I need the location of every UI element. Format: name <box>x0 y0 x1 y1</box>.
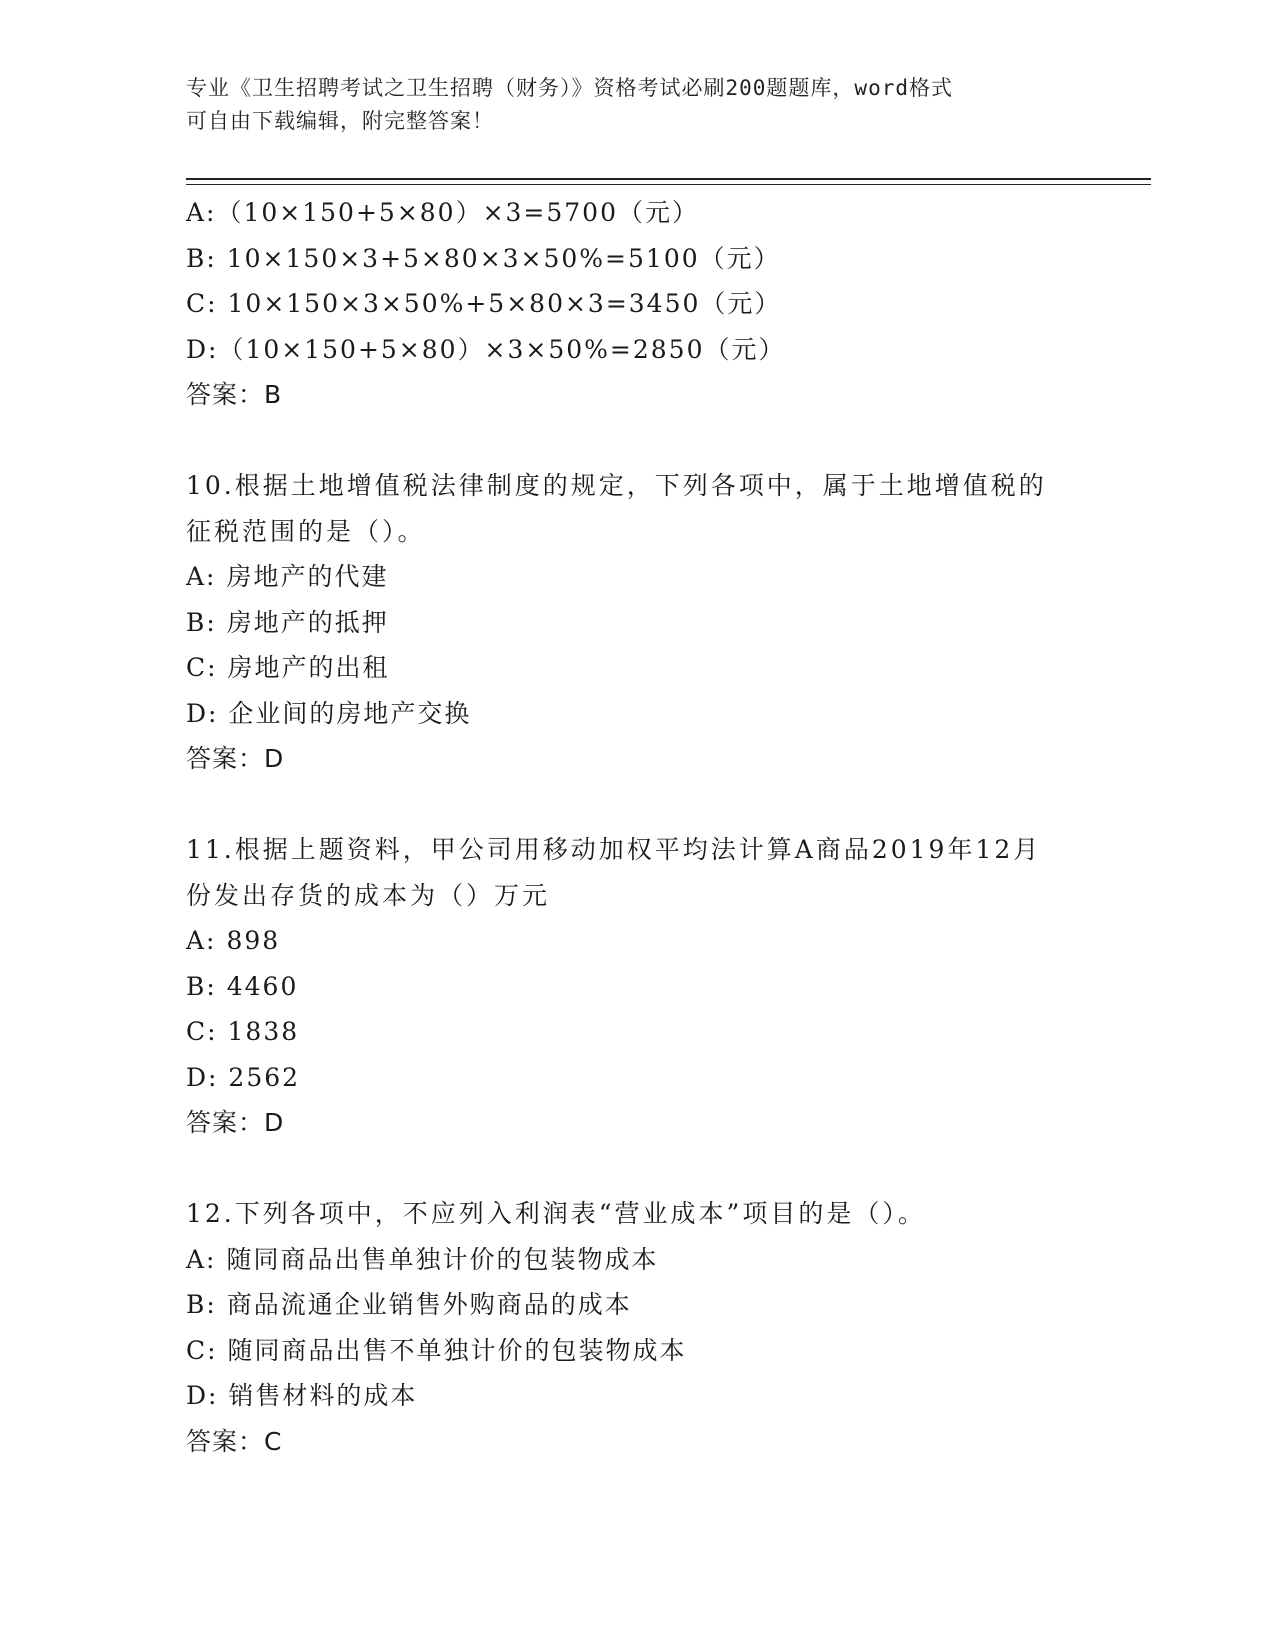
spacer <box>186 1146 1106 1192</box>
header-divider-thin <box>186 184 1151 185</box>
option-text: （10×150+5×80）×3=5700（元） <box>216 198 699 227</box>
header-line-2: 可自由下载编辑，附完整答案！ <box>186 109 494 133</box>
question-9 <box>186 190 1106 418</box>
header-line-1: 专业《卫生招聘考试之卫生招聘（财务）》资格考试必刷200题题库，word格式 <box>186 76 953 100</box>
option-label: B: <box>186 607 217 637</box>
option-a <box>186 190 1106 236</box>
option-text: 2562 <box>228 1062 301 1092</box>
question-12 <box>186 1191 1106 1464</box>
option-text: 随同商品出售单独计价的包装物成本 <box>226 1244 659 1274</box>
stem-line-2: 份发出存货的成本为（）万元 <box>186 880 551 910</box>
stem-line-1: 10.根据土地增值税法律制度的规定，下列各项中，属于土地增值税的 <box>186 471 1047 500</box>
option-c <box>186 645 1106 691</box>
option-label: A: <box>186 1244 217 1274</box>
option-b <box>186 236 1106 282</box>
option-label: D: <box>186 1381 219 1410</box>
option-text: 1838 <box>227 1017 300 1046</box>
answer-line: 答案：D <box>186 1108 285 1137</box>
option-b <box>186 1282 1106 1328</box>
option-label: B: <box>186 243 217 273</box>
option-text: 房地产的代建 <box>226 562 389 591</box>
option-label: D: <box>186 334 219 364</box>
option-text: 898 <box>226 926 281 955</box>
option-text: 随同商品出售不单独计价的包装物成本 <box>227 1335 687 1365</box>
option-label: A: <box>186 926 217 955</box>
option-a <box>186 1237 1106 1283</box>
option-b <box>186 600 1106 646</box>
option-c <box>186 281 1106 327</box>
option-text: 销售材料的成本 <box>228 1381 418 1410</box>
option-text: 房地产的抵押 <box>226 607 389 637</box>
option-label: B: <box>186 1290 217 1319</box>
option-c <box>186 1328 1106 1374</box>
option-b <box>186 964 1106 1010</box>
question-11 <box>186 827 1106 1146</box>
option-text: 4460 <box>226 971 299 1001</box>
option-text: 房地产的出租 <box>227 653 390 682</box>
option-label: D: <box>186 1062 219 1092</box>
answer-line: 答案：C <box>186 1426 283 1456</box>
question-stem <box>186 827 1106 918</box>
option-d <box>186 1055 1106 1101</box>
option-a <box>186 918 1106 964</box>
option-d <box>186 327 1106 373</box>
answer-line: 答案：B <box>186 380 283 409</box>
spacer <box>186 782 1106 828</box>
option-label: A: <box>186 198 217 227</box>
option-label: A: <box>186 562 217 591</box>
option-text: 企业间的房地产交换 <box>228 698 472 728</box>
question-list <box>186 190 1106 1464</box>
option-label: C: <box>186 289 218 318</box>
header-divider-thick <box>186 178 1151 180</box>
option-label: C: <box>186 1017 218 1046</box>
option-label: C: <box>186 1335 218 1365</box>
document-header <box>186 72 1066 138</box>
option-a <box>186 554 1106 600</box>
option-text: 10×150×3×50%+5×80×3=3450（元） <box>227 289 782 318</box>
option-d <box>186 1373 1106 1419</box>
stem-line-1: 12.下列各项中，不应列入利润表“营业成本”项目的是（）。 <box>186 1199 926 1228</box>
option-text: 商品流通企业销售外购商品的成本 <box>226 1290 632 1319</box>
answer-line: 答案：D <box>186 744 285 773</box>
stem-line-2: 征税范围的是（）。 <box>186 516 426 546</box>
question-stem <box>186 463 1106 554</box>
question-10 <box>186 463 1106 782</box>
option-text: （10×150+5×80）×3×50%=2850（元） <box>218 334 786 364</box>
option-label: D: <box>186 698 219 728</box>
question-stem <box>186 1191 1106 1237</box>
option-d <box>186 691 1106 737</box>
option-label: C: <box>186 653 218 682</box>
stem-line-1: 11.根据上题资料，甲公司用移动加权平均法计算A商品2019年12月 <box>186 835 1042 864</box>
option-label: B: <box>186 971 217 1001</box>
option-text: 10×150×3+5×80×3×50%=5100（元） <box>226 243 781 273</box>
spacer <box>186 418 1106 464</box>
option-c <box>186 1009 1106 1055</box>
